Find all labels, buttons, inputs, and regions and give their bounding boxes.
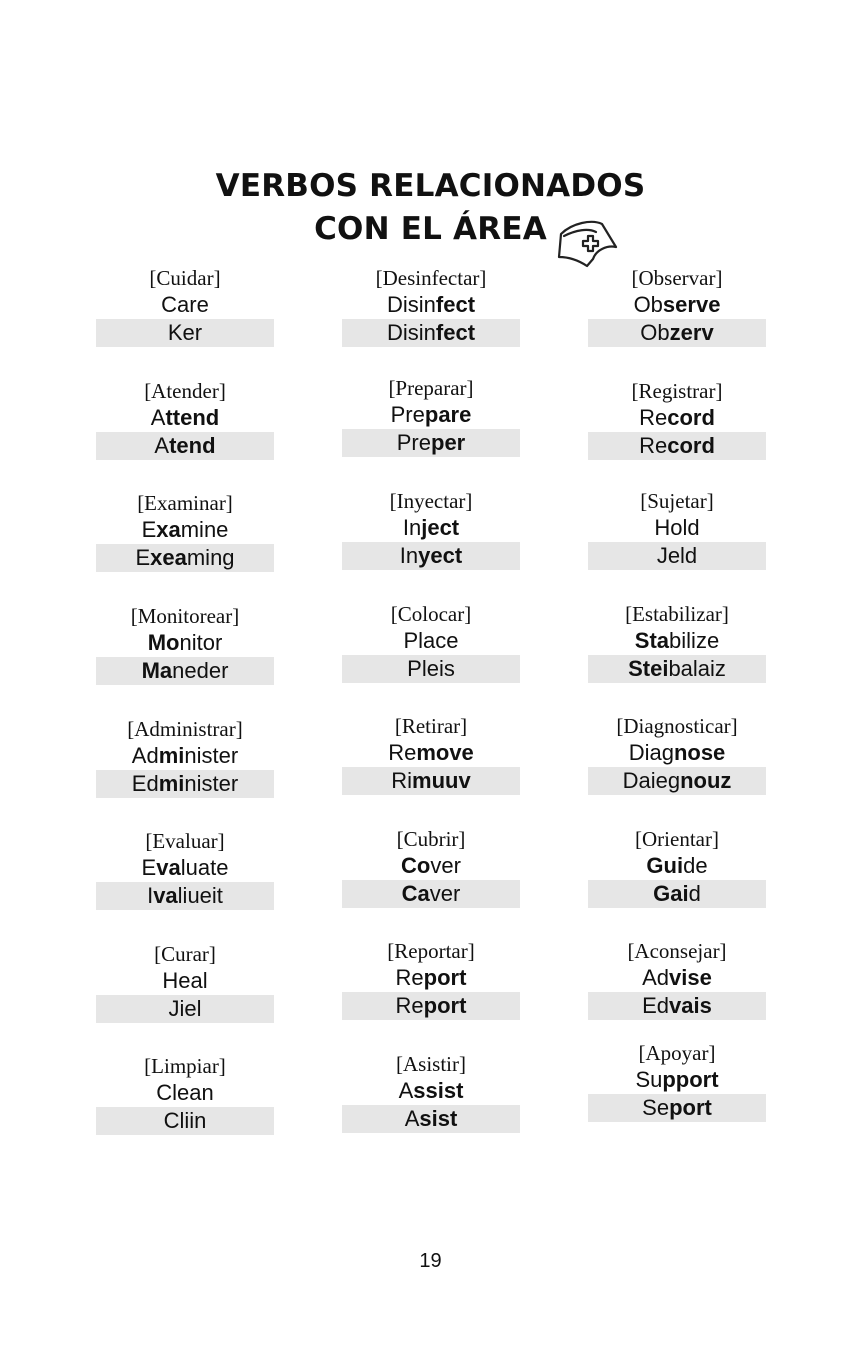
syllable: Ri: [391, 768, 413, 793]
syllable: nitor: [179, 630, 223, 655]
spanish-verb: [Cubrir]: [396, 827, 466, 851]
verb-entry: [342, 826, 520, 908]
page-number: 19: [419, 1250, 442, 1272]
syllable: Disin: [386, 320, 436, 345]
verb-entry: [588, 1040, 766, 1122]
verb-entry: [96, 378, 274, 460]
spanish-verb: [Asistir]: [396, 1052, 466, 1076]
syllable: Jeld: [656, 543, 698, 568]
spanish-verb: [Limpiar]: [144, 1054, 226, 1078]
syllable: A: [154, 433, 170, 458]
verb-entry: [96, 716, 274, 798]
pronunciation: [96, 657, 274, 685]
stressed-syllable: Mo: [147, 630, 180, 655]
syllable: Re: [395, 993, 424, 1018]
syllable: Disin: [386, 292, 436, 317]
stressed-syllable: Gai: [653, 881, 689, 906]
stressed-syllable: Co: [401, 853, 431, 878]
english-verb: [588, 514, 766, 542]
page-title-line-1: VERBOS RELACIONADOS: [215, 168, 646, 204]
pronunciation: [96, 544, 274, 572]
stressed-syllable: ssist: [413, 1078, 464, 1103]
verb-entry: [342, 713, 520, 795]
stressed-syllable: yect: [418, 543, 463, 568]
syllable: ver: [430, 853, 461, 878]
verb-entry: [588, 826, 766, 908]
verb-entry: [342, 265, 520, 347]
stressed-syllable: muuv: [412, 768, 471, 793]
stressed-syllable: port: [423, 965, 467, 990]
stressed-syllable: per: [431, 430, 466, 455]
spanish-verb: [Aconsejar]: [627, 939, 727, 963]
english-verb: [342, 514, 520, 542]
english-verb: [588, 1066, 766, 1094]
syllable: E: [141, 855, 157, 880]
stressed-syllable: Sta: [634, 628, 670, 653]
stressed-syllable: pport: [662, 1067, 719, 1092]
syllable: Pre: [396, 430, 431, 455]
english-verb: [588, 404, 766, 432]
english-verb: [342, 964, 520, 992]
english-verb: [588, 739, 766, 767]
stressed-syllable: fect: [435, 320, 476, 345]
stressed-syllable: mi: [158, 771, 185, 796]
syllable: ver: [429, 881, 461, 906]
verb-entry: [588, 713, 766, 795]
pronunciation: [588, 432, 766, 460]
verb-entry: [588, 378, 766, 460]
syllable: Ed: [642, 993, 670, 1018]
syllable: liueit: [177, 883, 223, 908]
english-verb: [96, 1079, 274, 1107]
syllable: Su: [635, 1067, 663, 1092]
pronunciation: [588, 767, 766, 795]
verb-entry: [96, 1053, 274, 1135]
syllable: Se: [642, 1095, 670, 1120]
syllable: Place: [403, 628, 459, 653]
spanish-verb: [Registrar]: [631, 379, 723, 403]
syllable: Ob: [640, 320, 670, 345]
stressed-syllable: Ma: [141, 658, 173, 683]
syllable: neder: [172, 658, 229, 683]
stressed-syllable: cord: [667, 405, 715, 430]
stressed-syllable: serve: [662, 292, 721, 317]
stressed-syllable: va: [153, 883, 178, 908]
syllable: Pre: [390, 402, 425, 427]
syllable: Daieg: [622, 768, 681, 793]
english-verb: [342, 627, 520, 655]
syllable: In: [402, 515, 422, 540]
stressed-syllable: ject: [421, 515, 460, 540]
stressed-syllable: nouz: [680, 768, 732, 793]
stressed-syllable: ttend: [165, 405, 220, 430]
syllable: Re: [395, 965, 424, 990]
pronunciation: [342, 767, 520, 795]
verb-entry: [588, 265, 766, 347]
pronunciation: [96, 995, 274, 1023]
verb-entry: [96, 490, 274, 572]
verb-entry: [96, 603, 274, 685]
spanish-verb: [Cuidar]: [149, 266, 221, 290]
syllable: In: [399, 543, 419, 568]
english-verb: [96, 629, 274, 657]
stressed-syllable: va: [156, 855, 181, 880]
stressed-syllable: Ca: [401, 881, 430, 906]
syllable: mine: [180, 517, 229, 542]
syllable: Clean: [156, 1080, 214, 1105]
stressed-syllable: Gui: [646, 853, 684, 878]
stressed-syllable: vais: [669, 993, 712, 1018]
syllable: d: [688, 881, 701, 906]
spanish-verb: [Sujetar]: [640, 489, 714, 513]
syllable: A: [404, 1106, 420, 1131]
pronunciation: [588, 319, 766, 347]
nurse-cap-icon: [556, 214, 620, 268]
verb-entry: [342, 938, 520, 1020]
stressed-syllable: Stei: [628, 656, 669, 681]
stressed-syllable: xea: [150, 545, 187, 570]
syllable: I: [147, 883, 154, 908]
verb-entry: [588, 938, 766, 1020]
syllable: Re: [639, 405, 668, 430]
stressed-syllable: mi: [158, 743, 185, 768]
syllable: Pleis: [407, 656, 455, 681]
pronunciation: [342, 429, 520, 457]
spanish-verb: [Evaluar]: [145, 829, 225, 853]
english-verb: [588, 291, 766, 319]
spanish-verb: [Observar]: [631, 266, 723, 290]
stressed-syllable: vise: [669, 965, 712, 990]
pronunciation: [96, 319, 274, 347]
syllable: luate: [180, 855, 229, 880]
pronunciation: [342, 319, 520, 347]
spanish-verb: [Estabilizar]: [625, 602, 729, 626]
stressed-syllable: tend: [169, 433, 216, 458]
spanish-verb: [Diagnosticar]: [616, 714, 738, 738]
english-verb: [588, 964, 766, 992]
stressed-syllable: sist: [419, 1106, 458, 1131]
syllable: Cliin: [163, 1108, 207, 1133]
verb-entry: [96, 941, 274, 1023]
spanish-verb: [Colocar]: [390, 602, 472, 626]
english-verb: [342, 1077, 520, 1105]
pronunciation: [96, 1107, 274, 1135]
syllable: bilize: [669, 628, 720, 653]
english-verb: [96, 742, 274, 770]
pronunciation: [96, 432, 274, 460]
stressed-syllable: port: [669, 1095, 712, 1120]
verb-entry: [96, 828, 274, 910]
verb-entry: [588, 601, 766, 683]
stressed-syllable: pare: [424, 402, 472, 427]
syllable: Diag: [628, 740, 674, 765]
verb-entry: [96, 265, 274, 347]
english-verb: [96, 516, 274, 544]
stressed-syllable: port: [423, 993, 467, 1018]
pronunciation: [588, 1094, 766, 1122]
spanish-verb: [Monitorear]: [130, 604, 240, 628]
syllable: nister: [184, 771, 239, 796]
syllable: Care: [161, 292, 209, 317]
syllable: Ed: [131, 771, 159, 796]
syllable: Jiel: [168, 996, 202, 1021]
spanish-verb: [Apoyar]: [638, 1041, 716, 1065]
english-verb: [588, 852, 766, 880]
pronunciation: [342, 992, 520, 1020]
syllable: A: [398, 1078, 414, 1103]
verb-entry: [342, 1051, 520, 1133]
syllable: ming: [186, 545, 235, 570]
syllable: Ad: [642, 965, 670, 990]
syllable: E: [135, 545, 151, 570]
syllable: Ker: [167, 320, 203, 345]
pronunciation: [342, 542, 520, 570]
english-verb: [588, 627, 766, 655]
stressed-syllable: fect: [435, 292, 476, 317]
pronunciation: [96, 882, 274, 910]
verb-entry: [342, 375, 520, 457]
spanish-verb: [Examinar]: [137, 491, 233, 515]
syllable: balaiz: [668, 656, 726, 681]
syllable: E: [141, 517, 157, 542]
stressed-syllable: xa: [156, 517, 181, 542]
syllable: Re: [639, 433, 668, 458]
english-verb: [96, 967, 274, 995]
spanish-verb: [Desinfectar]: [375, 266, 487, 290]
pronunciation: [342, 880, 520, 908]
spanish-verb: [Retirar]: [394, 714, 468, 738]
spanish-verb: [Administrar]: [127, 717, 243, 741]
syllable: Ob: [633, 292, 663, 317]
syllable: Heal: [162, 968, 208, 993]
pronunciation: [342, 655, 520, 683]
syllable: Hold: [654, 515, 700, 540]
spanish-verb: [Atender]: [144, 379, 226, 403]
pronunciation: [588, 655, 766, 683]
verb-entry: [342, 601, 520, 683]
syllable: Ad: [131, 743, 159, 768]
english-verb: [96, 404, 274, 432]
spanish-verb: [Reportar]: [387, 939, 475, 963]
syllable: nister: [184, 743, 239, 768]
stressed-syllable: zerv: [669, 320, 714, 345]
syllable: Re: [388, 740, 417, 765]
english-verb: [96, 291, 274, 319]
syllable: A: [150, 405, 166, 430]
verb-entry: [342, 488, 520, 570]
page-title-line-2: CON EL ÁREA: [314, 211, 547, 247]
english-verb: [342, 852, 520, 880]
english-verb: [96, 854, 274, 882]
pronunciation: [588, 992, 766, 1020]
pronunciation: [342, 1105, 520, 1133]
stressed-syllable: move: [416, 740, 474, 765]
spanish-verb: [Curar]: [154, 942, 216, 966]
english-verb: [342, 401, 520, 429]
stressed-syllable: cord: [667, 433, 715, 458]
spanish-verb: [Orientar]: [635, 827, 719, 851]
pronunciation: [96, 770, 274, 798]
spanish-verb: [Inyectar]: [389, 489, 473, 513]
english-verb: [342, 291, 520, 319]
syllable: de: [683, 853, 708, 878]
pronunciation: [588, 542, 766, 570]
stressed-syllable: nose: [673, 740, 726, 765]
english-verb: [342, 739, 520, 767]
verb-entry: [588, 488, 766, 570]
pronunciation: [588, 880, 766, 908]
spanish-verb: [Preparar]: [388, 376, 474, 400]
